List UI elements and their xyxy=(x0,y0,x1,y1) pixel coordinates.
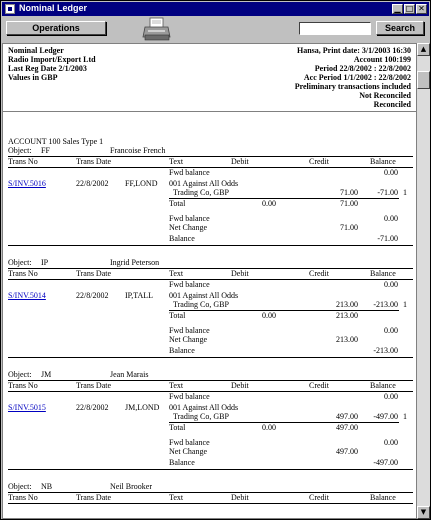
not-reconciled: Not Reconciled xyxy=(359,91,411,100)
total-label: Total xyxy=(169,311,186,320)
account-line: ACCOUNT 100 Sales Type 1 xyxy=(8,137,104,146)
fwd-balance-2-label: Fwd balance xyxy=(169,326,210,335)
balance-value: -213.00 xyxy=(373,346,398,355)
acc-period: Acc Period 1/1/2002 : 22/8/2002 xyxy=(303,73,411,82)
object-name: Neil Brooker xyxy=(110,482,152,491)
last-reg-date: Last Reg Date 2/1/2003 xyxy=(8,64,87,73)
col-trans-date: Trans Date xyxy=(76,269,112,278)
object-name: Francoise French xyxy=(110,146,166,155)
net-change-credit: 497.00 xyxy=(336,447,358,456)
trans-no-link[interactable]: S/INV.5016 xyxy=(8,179,46,188)
column-rule xyxy=(8,156,413,157)
toolbar xyxy=(2,17,429,43)
col-trans-no: Trans No xyxy=(8,157,38,166)
object-code: NB xyxy=(41,482,53,491)
col-text: Text xyxy=(169,493,184,502)
col-debit: Debit xyxy=(231,269,249,278)
balance-value: -71.00 xyxy=(377,234,398,243)
col-trans-no: Trans No xyxy=(8,269,38,278)
company-name: Radio Import/Export Ltd xyxy=(8,55,96,64)
trans-ref: IP,TALL xyxy=(125,291,154,300)
fwd-balance-2: 0.00 xyxy=(384,326,398,335)
fwd-balance-2-label: Fwd balance xyxy=(169,438,210,447)
trans-date: 22/8/2002 xyxy=(76,179,109,188)
trans-credit: 71.00 xyxy=(340,188,358,197)
fwd-balance-label: Fwd balance xyxy=(169,392,210,401)
object-code: IP xyxy=(41,258,49,267)
col-credit: Credit xyxy=(309,269,329,278)
period: Period 22/8/2002 : 22/8/2002 xyxy=(314,64,411,73)
fwd-balance-value: 0.00 xyxy=(384,168,398,177)
col-debit: Debit xyxy=(231,157,249,166)
balance-label: Balance xyxy=(169,346,195,355)
col-credit: Credit xyxy=(309,493,329,502)
col-text: Text xyxy=(169,157,184,166)
title-bar[interactable] xyxy=(2,2,429,16)
total-debit: 0.00 xyxy=(262,311,276,320)
values-currency: Values in GBP xyxy=(8,73,58,82)
fwd-balance-value: 0.00 xyxy=(384,280,398,289)
minimize-button[interactable]: ▁ xyxy=(392,4,403,14)
balance-value: -497.00 xyxy=(373,458,398,467)
net-change-credit: 71.00 xyxy=(340,223,358,232)
total-credit: 71.00 xyxy=(340,199,358,208)
reconciled: Reconciled xyxy=(373,100,411,109)
scroll-thumb[interactable] xyxy=(417,71,430,89)
fwd-balance-2: 0.00 xyxy=(384,214,398,223)
balance-label: Balance xyxy=(169,458,195,467)
object-code: FF xyxy=(41,146,50,155)
trans-text-2: Trading Co, GBP xyxy=(173,412,229,421)
col-trans-date: Trans Date xyxy=(76,493,112,502)
object-end-rule xyxy=(8,469,413,470)
object-name: Jean Marais xyxy=(110,370,149,379)
fwd-balance-value: 0.00 xyxy=(384,392,398,401)
column-rule xyxy=(8,167,413,168)
window-title: Nominal Ledger xyxy=(19,3,88,13)
col-trans-no: Trans No xyxy=(8,493,38,502)
trans-flag: 1 xyxy=(403,300,407,309)
trans-balance: -213.00 xyxy=(373,300,398,309)
object-name: Ingrid Peterson xyxy=(110,258,160,267)
trans-text-1: 001 Against All Odds xyxy=(169,291,239,300)
report-name: Nominal Ledger xyxy=(8,46,64,55)
net-change-label: Net Change xyxy=(169,447,207,456)
trans-text-1: 001 Against All Odds xyxy=(169,403,239,412)
fwd-balance-label: Fwd balance xyxy=(169,168,210,177)
fwd-balance-2: 0.00 xyxy=(384,438,398,447)
col-balance: Balance xyxy=(370,157,396,166)
trans-ref: FF,LOND xyxy=(125,179,158,188)
trans-flag: 1 xyxy=(403,188,407,197)
col-text: Text xyxy=(169,269,184,278)
trans-credit: 497.00 xyxy=(336,412,358,421)
trans-no-link[interactable]: S/INV.5015 xyxy=(8,403,46,412)
column-rule xyxy=(8,391,413,392)
search-button[interactable]: Search xyxy=(376,21,424,35)
net-change-label: Net Change xyxy=(169,335,207,344)
col-credit: Credit xyxy=(309,157,329,166)
scroll-down-button[interactable]: ▼ xyxy=(417,506,430,519)
search-input[interactable] xyxy=(299,22,371,35)
trans-no-link[interactable]: S/INV.5014 xyxy=(8,291,46,300)
object-code: JM xyxy=(41,370,52,379)
col-debit: Debit xyxy=(231,381,249,390)
print-date: Hansa, Print date: 3/1/2003 16:30 xyxy=(297,46,411,55)
trans-date: 22/8/2002 xyxy=(76,291,109,300)
trans-flag: 1 xyxy=(403,412,407,421)
total-credit: 497.00 xyxy=(336,423,358,432)
app-icon xyxy=(5,4,15,14)
total-rule xyxy=(169,198,399,199)
object-label: Object: xyxy=(8,258,32,267)
column-rule xyxy=(8,503,413,504)
maximize-button[interactable]: □ xyxy=(405,4,414,13)
fwd-balance-label: Fwd balance xyxy=(169,280,210,289)
fwd-balance-2-label: Fwd balance xyxy=(169,214,210,223)
trans-balance: -71.00 xyxy=(377,188,398,197)
column-rule xyxy=(8,268,413,269)
object-label: Object: xyxy=(8,370,32,379)
operations-button[interactable]: Operations xyxy=(6,21,106,35)
total-debit: 0.00 xyxy=(262,199,276,208)
col-balance: Balance xyxy=(370,269,396,278)
total-rule xyxy=(169,422,399,423)
total-label: Total xyxy=(169,423,186,432)
net-change-label: Net Change xyxy=(169,223,207,232)
column-rule xyxy=(8,380,413,381)
trans-date: 22/8/2002 xyxy=(76,403,109,412)
close-button[interactable]: ✕ xyxy=(416,4,427,14)
header-divider xyxy=(3,111,416,112)
object-end-rule xyxy=(8,357,413,358)
object-label: Object: xyxy=(8,146,32,155)
total-credit: 213.00 xyxy=(336,311,358,320)
balance-label: Balance xyxy=(169,234,195,243)
trans-balance: -497.00 xyxy=(373,412,398,421)
preliminary-note: Preliminary transactions included xyxy=(294,82,411,91)
total-label: Total xyxy=(169,199,186,208)
trans-text-2: Trading Co, GBP xyxy=(173,300,229,309)
trans-text-1: 001 Against All Odds xyxy=(169,179,239,188)
scroll-up-button[interactable]: ▲ xyxy=(417,43,430,56)
col-text: Text xyxy=(169,381,184,390)
trans-text-2: Trading Co, GBP xyxy=(173,188,229,197)
report-area[interactable] xyxy=(2,43,417,519)
col-credit: Credit xyxy=(309,381,329,390)
column-rule xyxy=(8,492,413,493)
object-label: Object: xyxy=(8,482,32,491)
total-rule xyxy=(169,310,399,311)
col-debit: Debit xyxy=(231,493,249,502)
vertical-scrollbar[interactable] xyxy=(417,43,430,519)
col-balance: Balance xyxy=(370,381,396,390)
object-end-rule xyxy=(8,245,413,246)
account-range: Account 100:199 xyxy=(353,55,411,64)
trans-credit: 213.00 xyxy=(336,300,358,309)
total-debit: 0.00 xyxy=(262,423,276,432)
column-rule xyxy=(8,279,413,280)
col-trans-no: Trans No xyxy=(8,381,38,390)
printer-icon[interactable] xyxy=(142,17,172,43)
net-change-credit: 213.00 xyxy=(336,335,358,344)
col-balance: Balance xyxy=(370,493,396,502)
col-trans-date: Trans Date xyxy=(76,381,112,390)
col-trans-date: Trans Date xyxy=(76,157,112,166)
trans-ref: JM,LOND xyxy=(125,403,160,412)
